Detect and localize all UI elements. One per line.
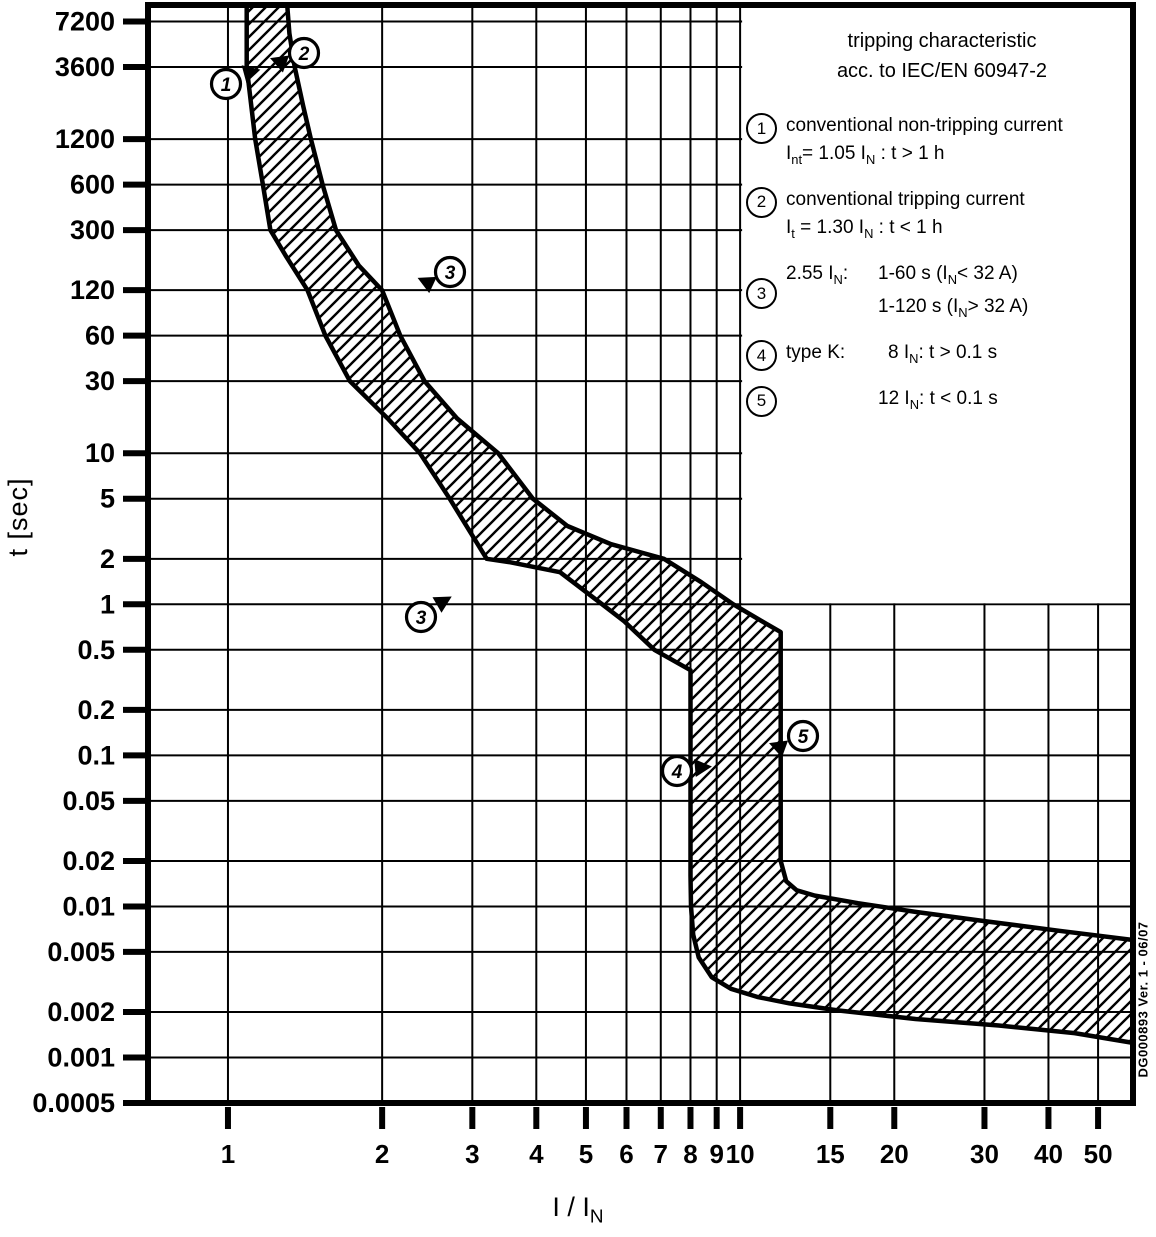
x-tick-label: 4 — [529, 1139, 544, 1169]
legend-title — [746, 26, 1138, 86]
callout-number: 3 — [444, 263, 456, 284]
y-axis-title: t [sec] — [3, 477, 33, 557]
callout-number: 5 — [797, 727, 809, 748]
legend-item-2-line1: conventional tripping current — [786, 188, 1025, 210]
legend-number-4-icon: 4 — [746, 340, 777, 371]
legend-item-5-text: 12 $I_N$: t < 0.1 s — [878, 387, 998, 412]
x-tick-label: 3 — [465, 1139, 480, 1169]
x-tick-label: 50 — [1083, 1139, 1113, 1169]
y-tick-label: 0.1 — [77, 740, 115, 771]
callout-pointer-icon — [433, 589, 457, 613]
x-tick-label: 8 — [683, 1139, 698, 1169]
legend-item-3-text — [878, 260, 1138, 328]
legend-item-1 — [746, 112, 1138, 174]
legend-item-2 — [746, 186, 1138, 248]
y-tick-label: 0.01 — [62, 891, 115, 922]
callout-number: 4 — [671, 762, 683, 783]
legend-item-1-line2: $I_{nt}= 1.05$ $I_N$ : t > 1 h — [786, 143, 945, 167]
y-tick-label: 10 — [84, 438, 115, 469]
legend-item-4 — [746, 339, 1138, 373]
legend-item-3-line2: 1-120 s ($I_N> 32$ A) — [878, 296, 1029, 321]
y-tick-label: 1200 — [54, 124, 115, 155]
callout-number: 3 — [415, 608, 427, 629]
y-tick-label: 0.02 — [62, 845, 115, 876]
y-tick-label: 5 — [99, 483, 115, 514]
legend-item-2-line2: $I_t = 1.30$ $I_N$ : t < 1 h — [786, 216, 943, 241]
legend-item-1-line1: conventional non-tripping current — [786, 115, 1063, 136]
legend-item-1-text — [786, 112, 1138, 174]
y-tick-label: 120 — [69, 275, 115, 306]
document-reference: DG000893 Ver. 1 - 06/07 — [1135, 921, 1151, 1078]
legend-items — [746, 112, 1138, 419]
x-tick-label: 2 — [374, 1139, 390, 1169]
y-tick-label: 2 — [99, 543, 115, 574]
legend-number-1-icon: 1 — [746, 113, 777, 144]
callout-number: 1 — [220, 75, 232, 96]
legend-item-5 — [746, 385, 1138, 419]
x-tick-label: 1 — [220, 1139, 236, 1169]
x-axis-title: I / $I_N$ — [552, 1192, 604, 1228]
legend-item-4-label: type K: — [786, 342, 846, 364]
legend-item-4-text: 8 $I_N$: t > 0.1 s — [888, 342, 998, 366]
y-tick-label: 0.05 — [62, 785, 115, 816]
x-tick-label: 7 — [653, 1139, 669, 1169]
x-tick-label: 5 — [578, 1139, 594, 1169]
legend-number-5-icon: 5 — [746, 386, 777, 417]
x-tick-label: 15 — [815, 1139, 845, 1169]
callout-number: 2 — [298, 44, 310, 65]
y-tick-label: 0.5 — [77, 634, 115, 665]
y-tick-label: 0.002 — [47, 997, 115, 1028]
x-tick-label: 6 — [619, 1139, 634, 1169]
x-tick-label: 20 — [879, 1139, 909, 1169]
y-tick-label: 7200 — [54, 6, 115, 37]
y-tick-label: 300 — [69, 215, 115, 246]
legend-box — [746, 26, 1138, 419]
x-tick-label: 9 — [709, 1139, 724, 1169]
legend-number-3-icon: 3 — [746, 278, 777, 309]
y-tick-label: 0.001 — [47, 1042, 115, 1073]
legend-title-line2: acc. to IEC/EN 60947-2 — [836, 60, 1048, 82]
y-tick-label: 0.0005 — [32, 1088, 115, 1118]
y-tick-label: 0.2 — [77, 694, 115, 725]
legend-item-5-label — [786, 385, 878, 419]
legend-item-3 — [746, 260, 1138, 328]
x-tick-label: 30 — [970, 1139, 999, 1169]
y-tick-label: 600 — [69, 169, 115, 200]
legend-item-3-label: 2.55 $I_N$: — [786, 262, 849, 287]
legend-item-3-line1: 1-60 s ($I_N< 32$ A) — [878, 262, 1018, 287]
x-tick-label: 40 — [1033, 1139, 1063, 1169]
x-tick-label: 10 — [725, 1139, 755, 1169]
y-tick-label: 60 — [84, 320, 115, 351]
callout-marker-3 — [414, 258, 465, 294]
y-tick-label: 1 — [99, 589, 115, 620]
y-tick-label: 0.005 — [47, 936, 115, 967]
y-tick-label: 30 — [84, 366, 115, 397]
legend-item-2-text — [786, 186, 1138, 248]
y-tick-label: 3600 — [54, 52, 115, 83]
legend-title-line1: tripping characteristic — [847, 30, 1037, 52]
callout-marker-3 — [407, 589, 457, 632]
legend-number-2-icon: 2 — [746, 187, 777, 218]
